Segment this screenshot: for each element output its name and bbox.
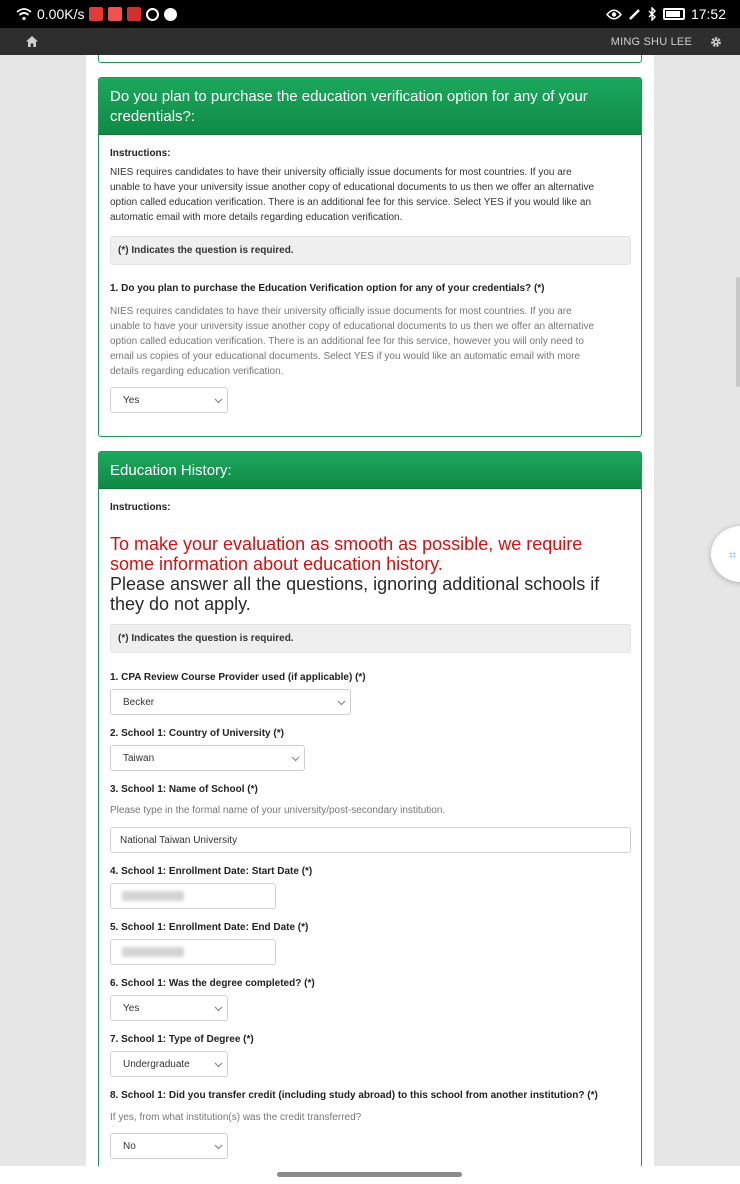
status-bar xyxy=(0,0,740,28)
redacted-value xyxy=(122,947,184,957)
instructions-text: NIES requires candidates to have their university officially issue documents for most countries. If you are unable to have your university issue another copy of educational documents to us then we offer an alternative option called education verification. There is an additional fee for this service. Select YES if you would like an automatic email with more details regarding education verification. xyxy=(110,167,595,223)
home-icon[interactable] xyxy=(26,36,38,47)
gesture-nav-bar xyxy=(0,1166,740,1184)
chevron-down-icon xyxy=(214,1060,223,1069)
country-select[interactable]: Taiwan xyxy=(110,745,305,771)
gear-icon[interactable] xyxy=(710,36,722,48)
question-label: 1. Do you plan to purchase the Education Verification option for any of your credentials? (*) xyxy=(110,283,545,294)
floating-translate-button[interactable] xyxy=(711,526,740,582)
question-label: 8. School 1: Did you transfer credit (including study abroad) to this school from another institution? (*) xyxy=(110,1090,598,1101)
battery-icon xyxy=(663,8,685,20)
instructions-label: Instructions: xyxy=(110,148,171,159)
question-label: 2. School 1: Country of University (*) xyxy=(110,728,284,739)
question-label: 5. School 1: Enrollment Date: End Date (*) xyxy=(110,922,309,933)
degree-type-select[interactable]: Undergraduate xyxy=(110,1051,228,1077)
stylus-icon xyxy=(628,7,642,21)
bluetooth-icon xyxy=(648,7,657,21)
question-label: 4. School 1: Enrollment Date: Start Date (*) xyxy=(110,866,313,877)
instructions-label: Instructions: xyxy=(110,502,171,513)
app-notification-icon xyxy=(89,7,103,21)
eye-icon xyxy=(606,9,622,20)
app-notification-icon xyxy=(127,7,141,21)
question-label: 6. School 1: Was the degree completed? (*) xyxy=(110,978,315,989)
end-date-input[interactable] xyxy=(110,939,276,965)
user-name[interactable]: MING SHU LEE xyxy=(610,35,692,48)
verification-select[interactable]: Yes xyxy=(110,387,228,413)
verification-card-title: Do you plan to purchase the education verification option for any of your credentials?: xyxy=(99,78,641,135)
network-speed: 0.00K/s xyxy=(37,6,85,22)
app-bar xyxy=(0,28,740,55)
facebook-icon xyxy=(164,8,177,21)
question-label: 7. School 1: Type of Degree (*) xyxy=(110,1034,254,1045)
redacted-value xyxy=(122,891,184,901)
translate-icon: ⌗ xyxy=(729,547,737,562)
app-notification-icon xyxy=(108,7,122,21)
previous-card-edge xyxy=(98,55,642,63)
chevron-down-icon xyxy=(291,754,300,763)
required-note: (*) Indicates the question is required. xyxy=(110,624,631,653)
question-help-text: NIES requires candidates to have their university officially issue documents for most countries. If you are unable to have your university issue another copy of educational documents to us then we offer an alternative option called education verification. There is an additional fee for this service, however you will only need to email us copies of your educational documents. Select YES if you would like an automatic email with more details regarding education verification. xyxy=(110,306,595,377)
question-label: 3. School 1: Name of School (*) xyxy=(110,784,258,795)
home-gesture-handle[interactable] xyxy=(277,1172,462,1177)
history-intro: To make your evaluation as smooth as possible, we require some information about education history. Please answer all the questions, ignoring additional schools if they do not apply. xyxy=(110,534,600,614)
scrollbar[interactable] xyxy=(736,277,740,387)
degree-completed-select[interactable]: Yes xyxy=(110,995,228,1021)
form-page xyxy=(86,55,654,1166)
start-date-input[interactable] xyxy=(110,883,276,909)
school-name-input[interactable]: National Taiwan University xyxy=(110,827,631,853)
chevron-down-icon xyxy=(214,396,223,405)
chevron-down-icon xyxy=(214,1142,223,1151)
messenger-icon xyxy=(146,8,159,21)
question-help-text: If yes, from what institution(s) was the credit transferred? xyxy=(110,1112,362,1123)
chevron-down-icon xyxy=(337,698,346,707)
wifi-icon xyxy=(16,8,32,21)
required-note: (*) Indicates the question is required. xyxy=(110,236,631,265)
clock: 17:52 xyxy=(690,6,726,22)
chevron-down-icon xyxy=(214,1004,223,1013)
transfer-credit-select[interactable]: No xyxy=(110,1133,228,1159)
education-history-title: Education History: xyxy=(99,452,641,489)
education-history-card xyxy=(98,451,642,1166)
question-help-text: Please type in the formal name of your university/post-secondary institution. xyxy=(110,805,446,816)
verification-card xyxy=(98,77,642,437)
cpa-provider-select[interactable]: Becker xyxy=(110,689,351,715)
question-label: 1. CPA Review Course Provider used (if applicable) (*) xyxy=(110,672,366,683)
